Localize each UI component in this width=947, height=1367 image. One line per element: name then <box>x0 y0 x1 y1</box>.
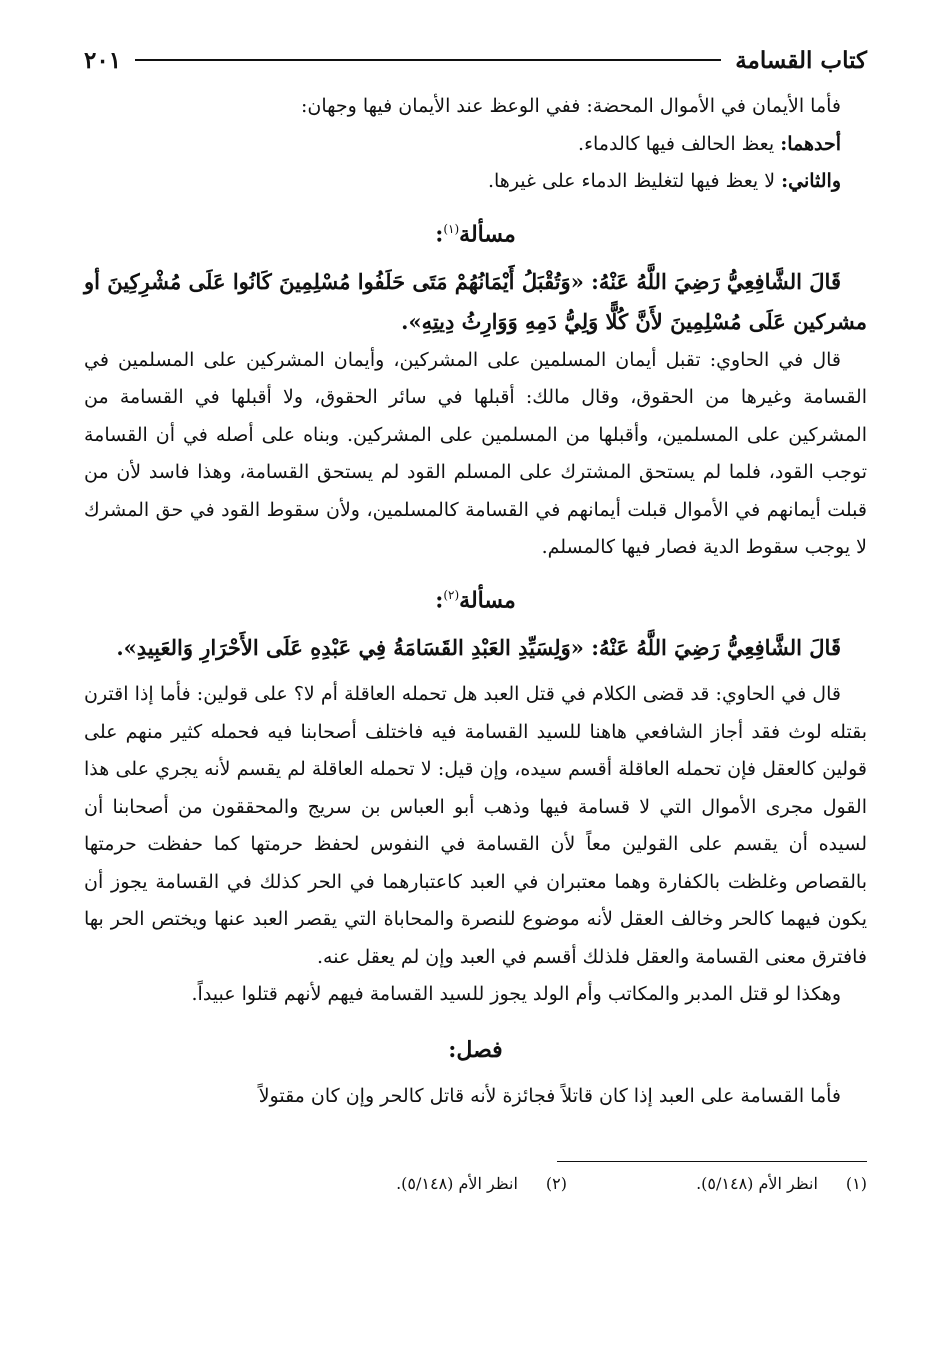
paragraph-1: فأما الأيمان في الأموال المحضة: ففي الوعظ عند الأيمان فيها وجهان: <box>301 95 841 117</box>
heading-2-colon: : <box>435 587 444 614</box>
header-rule <box>135 59 721 61</box>
footnote-1-text: انظر الأم (٥/١٤٨). <box>696 1174 818 1194</box>
running-title: كتاب القسامة <box>735 46 867 74</box>
footnote-2-text: انظر الأم (٥/١٤٨). <box>396 1174 518 1194</box>
paragraph-2-label: أحدهما: <box>780 132 841 155</box>
footnote-1 <box>567 1174 867 1193</box>
footnote-2 <box>267 1174 567 1193</box>
shafii-quote-2: قَالَ الشَّافِعِيُّ رَضِيَ اللَّهُ عَنْهُ: «وَلِسَيِّدِ العَبْدِ القَسَامَةُ فِي عَبْدِهِ عَلَى الأَحْرَارِ وَالعَبِيدِ». <box>116 635 841 661</box>
paragraph-3 <box>84 163 867 201</box>
section-heading-2 <box>84 569 867 626</box>
page-body <box>84 88 867 1115</box>
paragraph-7: فأما القسامة على العبد إذا كان قاتلاً فجائزة لأنه قاتل كالحر وإن كان مقتولاً <box>258 1084 841 1107</box>
paragraph-2 <box>84 126 867 164</box>
heading-1-footnote-mark: (١) <box>443 221 460 236</box>
paragraph-5: قال في الحاوي: قد قضى الكلام في قتل العبد هل تحمله العاقلة أم لا؟ على قولين: فأما إذا اقترن بقتله لوث فقد أجاز الشافعي هاهنا للسيد القسامة فيه فاختلف أصحابنا فيه فحمله كثير منهم على قولين كالعقل فإن تحمله العاقلة أقسم سيده، وإن قيل: لا تحمله العاقلة لم يقسم لأنه يجري على هذا القول مجرى الأموال التي لا قسامة فيها وذهب أبو العباس بن سريج والمحققون من أصحابنا أن لسيده أن يقسم على القولين معاً لأن القسامة في النفوس لحفظ حرمتها كما حفظت حرمتها بالقصاص وغلظت بالكفارة وهما معتبران في العبد كاعتبارهما في الحر كذلك في القسامة يجوز أن يكون فيهما كالحر وخالف العقل لأنه موضوع للنصرة والمحاباة التي يقصر العبد عنها ويختص الحر بها فافترق معنى القسامة والعقل فلذلك أقسم في العبد وإن لم يعقل عنه. <box>84 683 867 968</box>
paragraph-6: وهكذا لو قتل المدبر والمكاتب وأم الولد يجوز للسيد القسامة فيهم لأنهم قتلوا عبيداً. <box>191 983 841 1006</box>
heading-2-footnote-mark: (٢) <box>443 587 460 602</box>
paragraph-4: قال في الحاوي: تقبل أيمان المسلمين على المشركين، وأيمان المشركين على المسلمين في القسامة وغيرها من الحقوق، وقال مالك: أقبلها في سائر الحقوق، ولا أقبلها في القسامة من المشركين على المسلمين، وأقبلها من المسلمين على المشركين. وبناه على أصله في أن القسامة توجب القود، فلما لم يستحق المشترك على المسلم القود لم يستحق القسامة، وهذا فاسد لأن من قبلت أيمانهم في الأموال قبلت أيمانهم في القسامة كالمسلمين، ولأن سقوط القود في حق المشرك لا يوجب سقوط الدية فصار فيها كالمسلم. <box>84 348 867 559</box>
section-heading-1 <box>84 203 867 260</box>
heading-1-text: مسألة <box>459 220 516 247</box>
footnotes <box>84 1174 867 1193</box>
section-heading-fasl: فصل: <box>448 1036 503 1063</box>
page-header <box>84 40 867 80</box>
footnote-2-mark: (٢) <box>545 1174 567 1194</box>
footnote-rule <box>557 1161 867 1162</box>
shafii-quote-1: قَالَ الشَّافِعِيُّ رَضِيَ اللَّهُ عَنْهُ: «وَتُقْبَلُ أَيْمَانُهُمْ مَتَى حَلَفُوا مُسْلِمِينَ كَانُوا عَلَى مُشْرِكِينَ أو مشركين عَلَى مُسْلِمِينَ لأَنَّ كُلًّا وَلِيُّ دَمِهِ وَوَارِثُ دِيتِهِ». <box>84 268 867 334</box>
paragraph-2-text: يعظ الحالف فيها كالدماء. <box>578 132 781 155</box>
paragraph-3-text: لا يعظ فيها لتغليظ الدماء على غيرها. <box>487 170 782 192</box>
heading-2-text: مسألة <box>459 587 516 614</box>
footnote-1-mark: (١) <box>845 1174 867 1194</box>
heading-1-colon: : <box>435 220 444 247</box>
paragraph-3-label: والثاني: <box>781 170 841 192</box>
page-number: ٢٠١ <box>84 46 122 74</box>
